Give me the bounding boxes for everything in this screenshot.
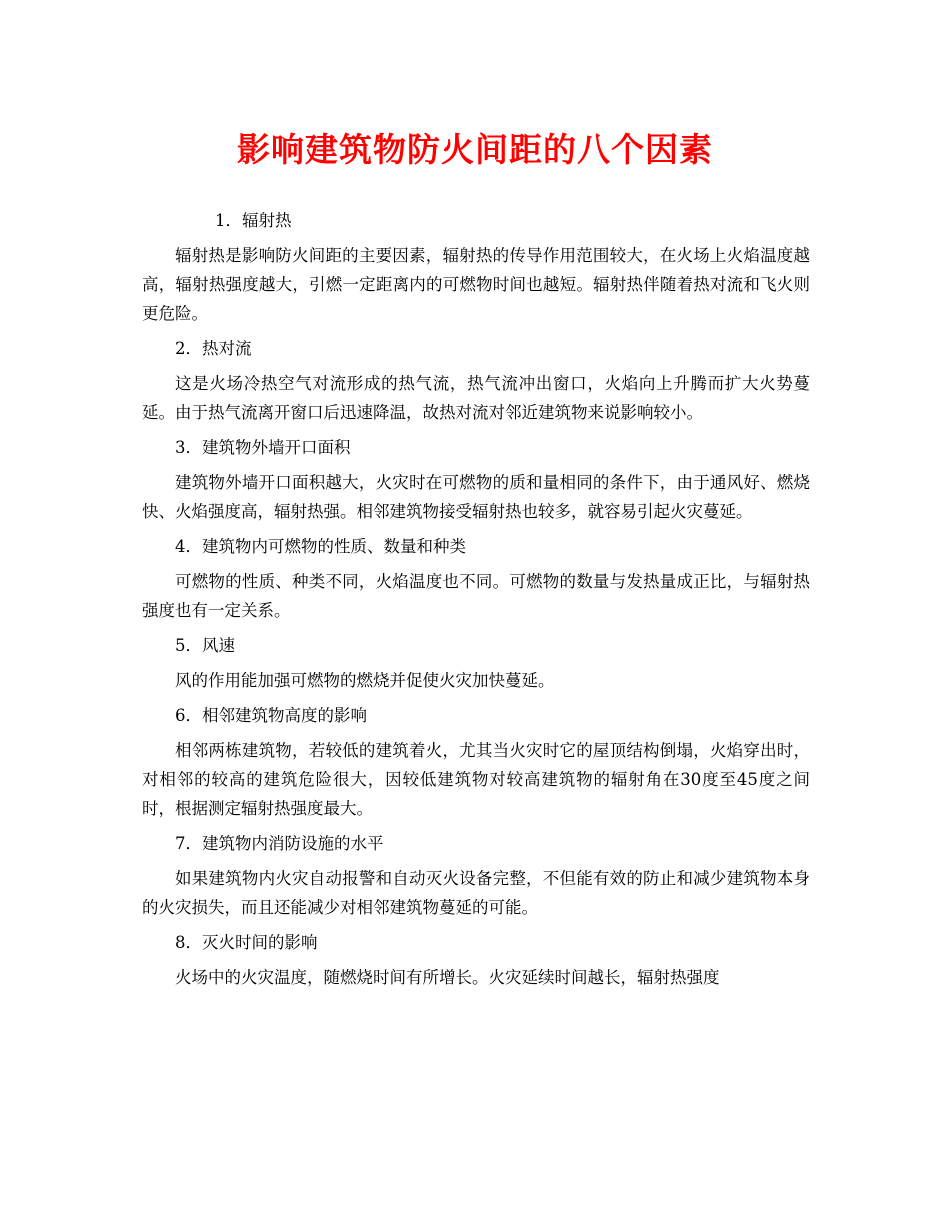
section-paragraph-4: 可燃物的性质、种类不同，火焰温度也不同。可燃物的数量与发热量成正比，与辐射热强度也有一定关系。 bbox=[142, 572, 810, 620]
section-heading-6: 6．相邻建筑物高度的影响 bbox=[175, 706, 367, 725]
section-paragraph-7: 如果建筑物内火灾自动报警和自动灭火设备完整，不但能有效的防止和减少建筑物本身的火灾损失，而且还能减少对相邻建筑物蔓延的可能。 bbox=[142, 869, 810, 917]
section-heading-4: 4．建筑物内可燃物的性质、数量和种类 bbox=[175, 537, 466, 556]
section-heading-7: 7．建筑物内消防设施的水平 bbox=[175, 834, 384, 853]
section-heading-1: 1．辐射热 bbox=[215, 211, 292, 230]
document-title: 影响建筑物防火间距的八个因素 bbox=[237, 130, 713, 169]
section-paragraph-6: 相邻两栋建筑物，若较低的建筑着火，尤其当火灾时它的屋顶结构倒塌，火焰穿出时，对相邻的较高的建筑危险很大，因较低建筑物对较高建筑物的辐射角在30度至45度之间时，根据测定辐射热强度最大。 bbox=[142, 741, 810, 818]
section-paragraph-1: 辐射热是影响防火间距的主要因素，辐射热的传导作用范围较大，在火场上火焰温度越高，辐射热强度越大，引燃一定距离内的可燃物时间也越短。辐射热伴随着热对流和飞火则更危险。 bbox=[142, 246, 810, 323]
section-paragraph-8: 火场中的火灾温度，随燃烧时间有所增长。火灾延续时间越长，辐射热强度 bbox=[175, 968, 720, 987]
section-paragraph-5: 风的作用能加强可燃物的燃烧并促使火灾加快蔓延。 bbox=[175, 671, 555, 690]
section-heading-5: 5．风速 bbox=[175, 636, 235, 655]
section-paragraph-3: 建筑物外墙开口面积越大，火灾时在可燃物的质和量相同的条件下，由于通风好、燃烧快、火焰强度高，辐射热强。相邻建筑物接受辐射热也较多，就容易引起火灾蔓延。 bbox=[142, 473, 810, 521]
section-heading-3: 3．建筑物外墙开口面积 bbox=[175, 438, 351, 457]
section-paragraph-2: 这是火场冷热空气对流形成的热气流，热气流冲出窗口，火焰向上升腾而扩大火势蔓延。由于热气流离开窗口后迅速降温，故热对流对邻近建筑物来说影响较小。 bbox=[142, 374, 810, 422]
document-body bbox=[142, 206, 810, 998]
section-heading-8: 8．灭火时间的影响 bbox=[175, 933, 318, 952]
section-heading-2: 2．热对流 bbox=[175, 339, 252, 358]
